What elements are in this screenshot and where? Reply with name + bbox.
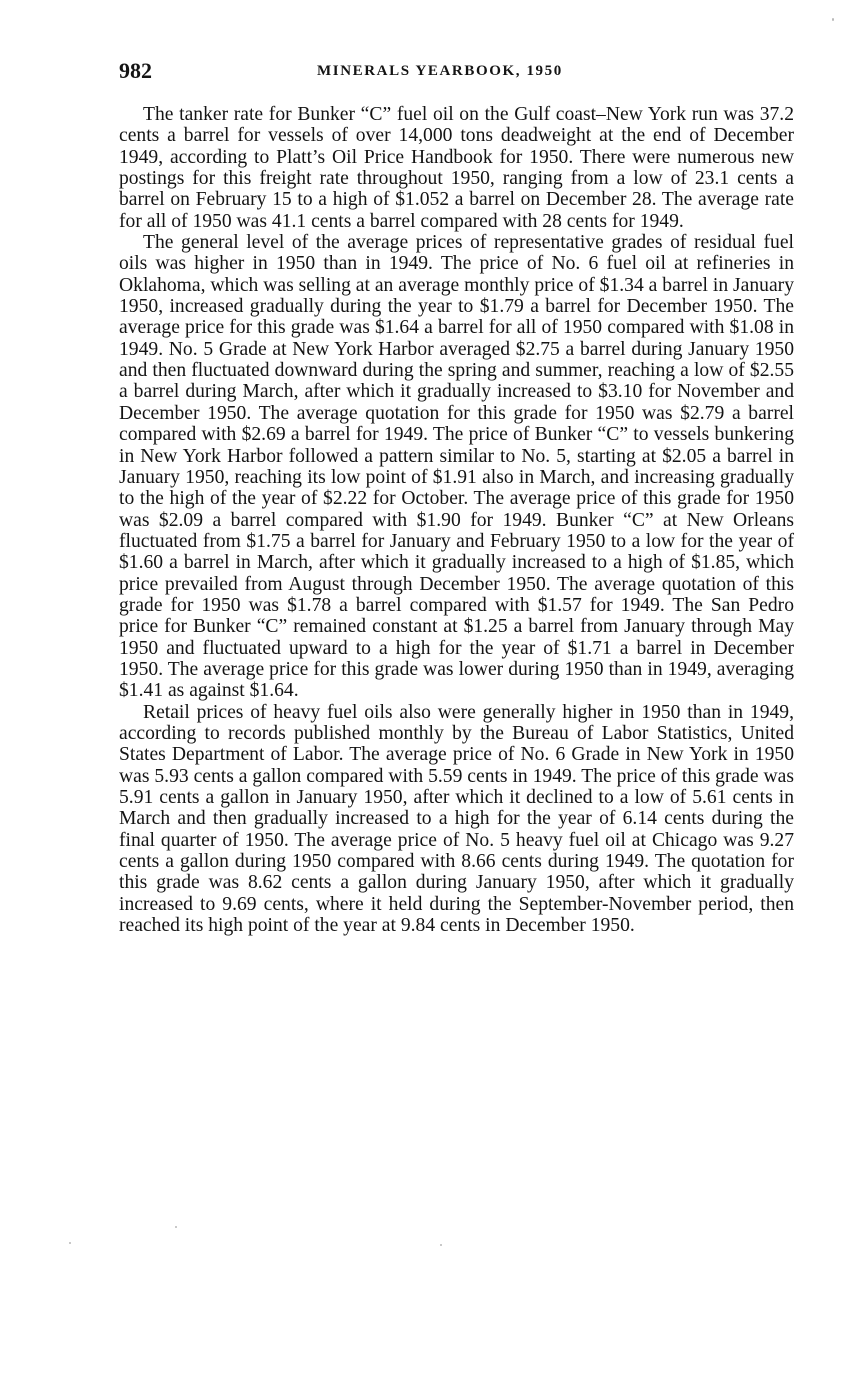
running-header (119, 58, 796, 84)
scan-speck (175, 1226, 177, 1228)
paragraph-residual-fuel-prices: The general level of the average prices of representative grades of residual fuel oils was higher in 1950 than in 1949. The price of No. 6 fuel oil at refineries in Oklahoma, which was selling at an average monthly price of $1.34 a barrel in January 1950, increased gradually during the year to $1.79 a barrel for December 1950. The average price for this grade was $1.64 a barrel for all of 1950 compared with $1.08 in 1949. No. 5 Grade at New York Harbor averaged $2.75 a barrel during January 1950 and then fluctuated downward during the spring and summer, reaching a low of $2.55 a barrel during March, after which it gradually increased to $3.10 for November and December 1950. The average quotation for this grade for 1950 was $2.79 a barrel compared with $2.69 a barrel for 1949. The price of Bunker “C” to vessels bunkering in New York Harbor followed a pattern similar to No. 5, starting at $2.05 a barrel in January 1950, reaching its low point of $1.91 also in March, and increasing gradually to the high of the year of $2.22 for October. The average price of this grade for 1950 was $2.09 a barrel compared with $1.90 for 1949. Bunker “C” at New Orleans fluctuated from $1.75 a barrel for January and February 1950 to a low for the year of $1.60 a barrel in March, after which it gradually increased to a high of $1.85, which price prevailed from August through December 1950. The average quotation of this grade for 1950 was $1.78 a barrel compared with $1.57 for 1949. The San Pedro price for Bunker “C” remained constant at $1.25 a barrel from January through May 1950 and fluctuated upward to a high for the year of $1.71 a barrel in December 1950. The average price for this grade was lower during 1950 than in 1949, averaging $1.41 as against $1.64. (119, 232, 794, 702)
paragraph-tanker-rates: The tanker rate for Bunker “C” fuel oil on the Gulf coast–New York run was 37.2 cents a barrel for vessels of over 14,000 tons deadweight at the end of December 1949, according to Platt’s Oil Price Handbook for 1950. There were numerous new postings for this freight rate throughout 1950, ranging from a low of 23.1 cents a barrel on February 15 to a high of $1.052 a barrel on December 28. The average rate for all of 1950 was 41.1 cents a barrel compared with 28 cents for 1949. (119, 104, 794, 232)
scan-speck (440, 1244, 442, 1246)
scan-speck (69, 1242, 71, 1244)
page-number: 982 (119, 58, 152, 83)
scan-speck (832, 18, 834, 21)
header-title: MINERALS YEARBOOK, 1950 (317, 63, 563, 79)
body-text (119, 104, 794, 936)
paragraph-retail-prices: Retail prices of heavy fuel oils also were generally higher in 1950 than in 1949, according to records published monthly by the Bureau of Labor Statistics, United States Department of Labor. The average price of No. 6 Grade in New York in 1950 was 5.93 cents a gallon compared with 5.59 cents in 1949. The price of this grade was 5.91 cents a gallon in January 1950, after which it declined to a low of 5.61 cents in March and then gradually increased to a high for the year of 6.14 cents during the final quarter of 1950. The average price of No. 5 heavy fuel oil at Chicago was 9.27 cents a gallon during 1950 compared with 8.66 cents during 1949. The quotation for this grade was 8.62 cents a gallon during January 1950, after which it gradually increased to 9.69 cents, where it held during the September-November period, then reached its high point of the year at 9.84 cents in December 1950. (119, 701, 794, 937)
